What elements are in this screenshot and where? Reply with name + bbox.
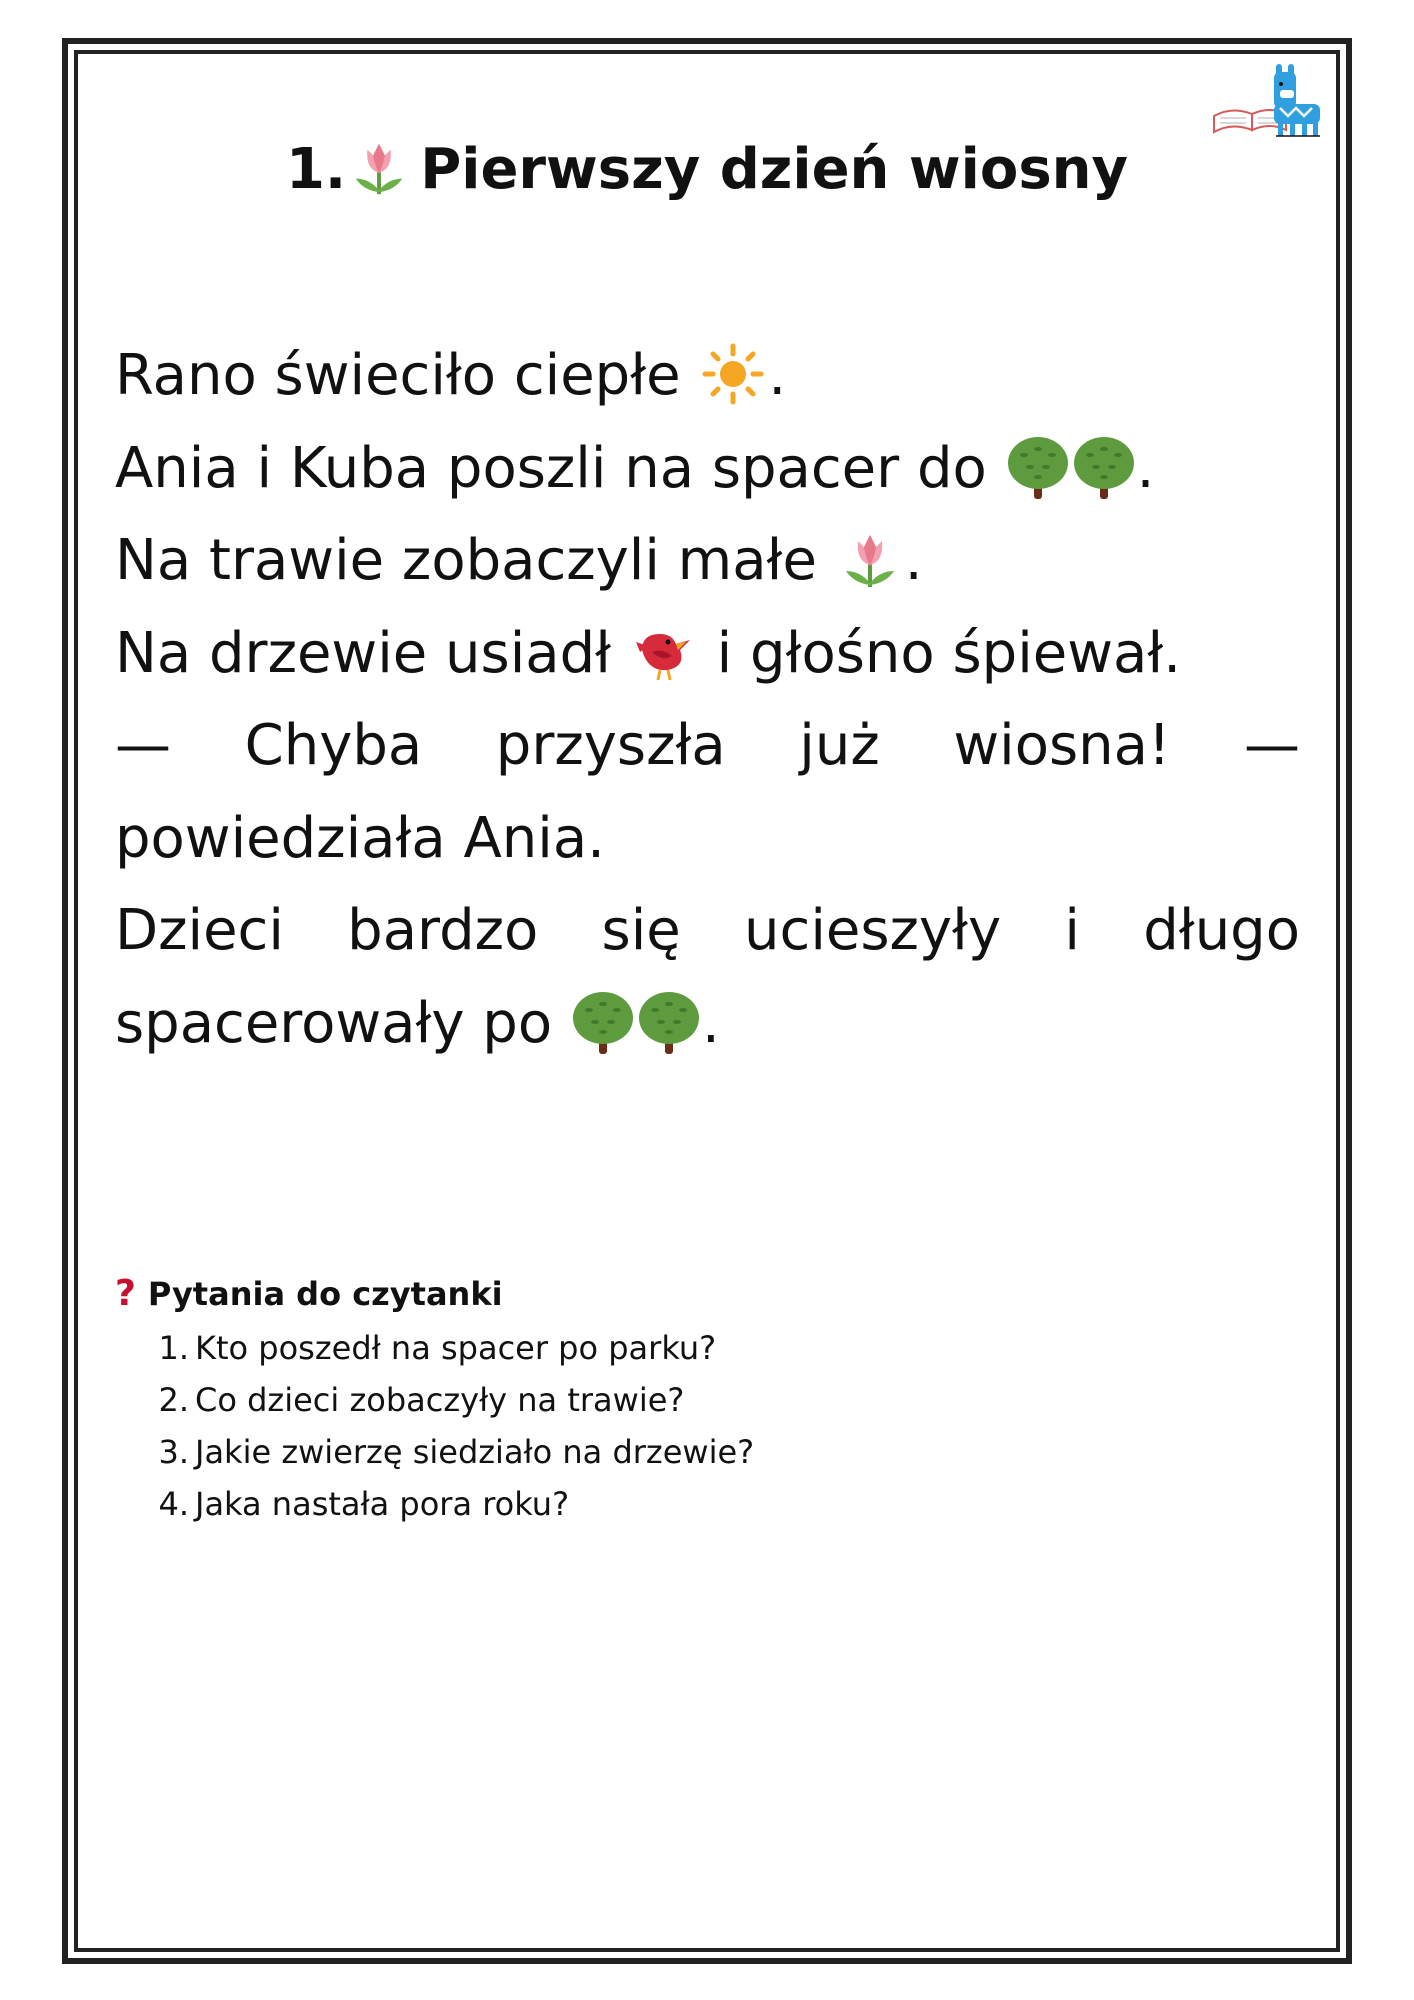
tree-icon bbox=[637, 988, 701, 1056]
story-line-6: Dzieci bardzo się ucieszyły i długo spacerowały po . bbox=[115, 898, 1300, 1056]
tree-icon bbox=[1006, 433, 1070, 501]
story-line-1: Rano świeciło ciepłe . bbox=[115, 343, 787, 408]
bird-icon bbox=[632, 620, 696, 684]
story-line-5: — Chyba przyszła już wiosna! — powiedziała Ania. bbox=[115, 713, 1300, 871]
story-line-4: Na drzewie usiadł i głośno śpiewał. bbox=[115, 620, 1182, 686]
llama-icon bbox=[1274, 64, 1320, 136]
sun-icon bbox=[701, 342, 765, 406]
tulip-icon bbox=[838, 527, 902, 591]
trees-icon bbox=[1005, 436, 1137, 501]
question-mark-icon: ? bbox=[115, 1273, 136, 1314]
tulip-icon bbox=[348, 136, 410, 198]
tree-icon bbox=[1072, 433, 1136, 501]
llama-book-logo bbox=[1210, 56, 1328, 140]
question-item: 2. Co dzieci zobaczyły na trawie? bbox=[158, 1381, 685, 1419]
story-line-3: Na trawie zobaczyli małe . bbox=[115, 528, 923, 593]
story-text bbox=[115, 330, 1300, 1070]
question-item: 3. Jakie zwierzę siedziało na drzewie? bbox=[158, 1433, 755, 1471]
question-item: 4. Jaka nastała pora roku? bbox=[158, 1485, 570, 1523]
title-text: Pierwszy dzień wiosny bbox=[420, 137, 1129, 202]
questions-heading: ? Pytania do czytanki bbox=[115, 1273, 503, 1314]
trees-icon bbox=[570, 991, 702, 1056]
tree-icon bbox=[571, 988, 635, 1056]
story-line-2: Ania i Kuba poszli na spacer do . bbox=[115, 423, 1300, 516]
title-number: 1. bbox=[285, 137, 347, 202]
question-item: 1. Kto poszedł na spacer po parku? bbox=[158, 1329, 717, 1367]
page-title bbox=[0, 134, 1414, 206]
reading-questions bbox=[115, 1270, 1015, 1530]
questions-list bbox=[115, 1322, 1015, 1530]
